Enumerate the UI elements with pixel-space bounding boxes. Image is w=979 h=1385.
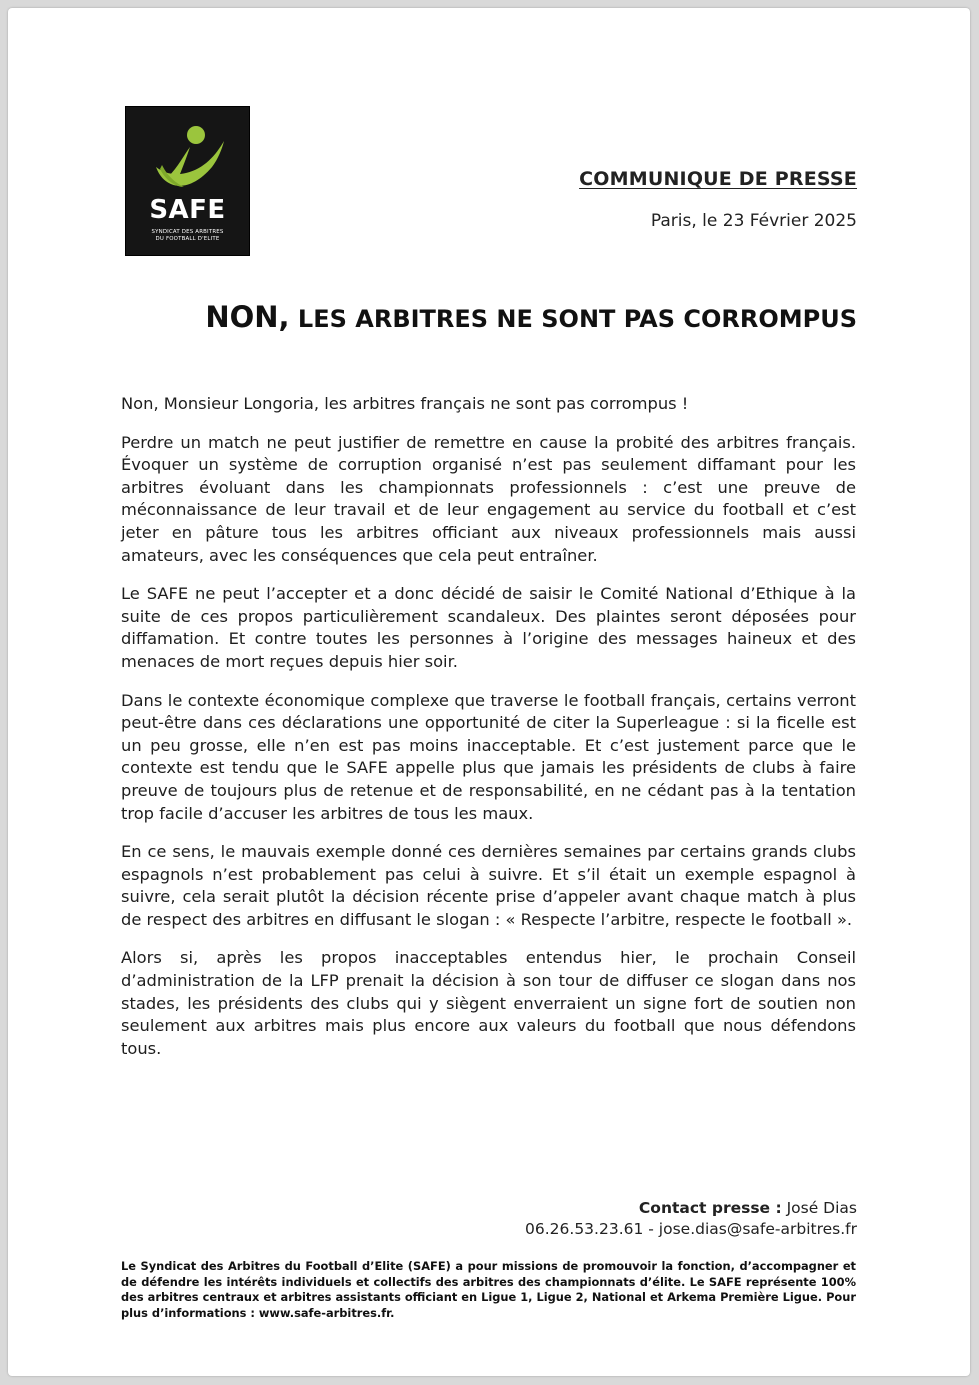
headline-rest: LES ARBITRES NE SONT PAS CORROMPUS [289,305,857,333]
headline-lead: NON, [205,300,290,334]
document-page [8,8,970,1376]
paragraph-3: Le SAFE ne peut l’accepter et a donc décidé de saisir le Comité National d’Ethique à la suite de ces propos particulièrement scandaleux. Des plaintes seront déposées pour diffamation. Et contre toutes les personnes à l’origine des messages haineux et des menaces de mort reçues depuis hier soir. [121,584,856,671]
contact-label: Contact presse : [638,1199,782,1217]
footer-note: Le Syndicat des Arbitres du Football d’Elite (SAFE) a pour missions de promouvoir la fonction, d’accompagner et de défendre les intérêts individuels et collectifs des arbitres des championnats d’élite. Le SAFE représente 100% des arbitres centraux et arbitres assistants officiant en Ligue 1, Ligue 2, National et Arkema Première Ligue. Pour plus d’informations : www.safe-arbitres.fr. [121,1259,856,1320]
press-contact [525,1198,857,1240]
paragraph-4: Dans le contexte économique complexe que traverse le football français, certains verront peut-être dans ces déclarations une opportunité de citer la Superleague : si la ficelle est un peu grosse, elle n’en est pas moins inacceptable. Et c’est justement parce que le contexte est tendu que le SAFE appelle plus que jamais les présidents de clubs à faire preuve de toujours plus de retenue et de responsabilité, en ne cédant pas à la tentation trop facile d’accuser les arbitres de tous les maux. [121,690,856,823]
logo-subtitle [126,229,249,243]
contact-phone-email: 06.26.53.23.61 - jose.dias@safe-arbitres.fr [525,1220,857,1238]
paragraph-1: Non, Monsieur Longoria, les arbitres français ne sont pas corrompus ! [121,394,689,413]
communique-title: COMMUNIQUE DE PRESSE [579,168,857,190]
paragraph-2: Perdre un match ne peut justifier de remettre en cause la probité des arbitres français. Évoquer un système de corruption organisé n’est pas seulement diffamant pour les arbitres évoluant dans les championnats professionnels : c’est une preuve de méconnaissance de leur travail et de leur engagement au service du football et c’est jeter en pâture tous les arbitres officiant aux niveaux professionnels mais aussi amateurs, avec les conséquences que cela peut entraîner. [121,432,856,565]
contact-line [525,1198,857,1219]
paragraph-5: En ce sens, le mauvais exemple donné ces dernières semaines par certains grands clubs espagnols n’est probablement pas celui à suivre. Et s’il était un exemple espagnol à suivre, cela serait plutôt la décision récente prise d’appeler avant chaque match à plus de respect des arbitres en diffusant le slogan : « Respecte l’arbitre, respecte le football ». [121,842,856,929]
logo-wordmark: SAFE [149,195,226,225]
safe-logo [125,106,250,256]
communique-date: Paris, le 23 Février 2025 [650,211,857,231]
paragraph-6: Alors si, après les propos inacceptables entendus hier, le prochain Conseil d’administration de la LFP prenait la décision à son tour de diffuser ce slogan dans nos stades, les présidents des clubs qui y siègent enverraient un signe fort de soutien non seulement aux arbitres mais plus encore aux valeurs du football que nous défendons tous. [121,948,856,1058]
headline [205,300,857,334]
logo-subtitle-line2: DU FOOTBALL D'ELITE [155,236,220,242]
contact-name: José Dias [781,1199,857,1217]
logo-subtitle-line1: SYNDICAT DES ARBITRES [151,229,224,235]
press-release-body [121,393,856,1076]
